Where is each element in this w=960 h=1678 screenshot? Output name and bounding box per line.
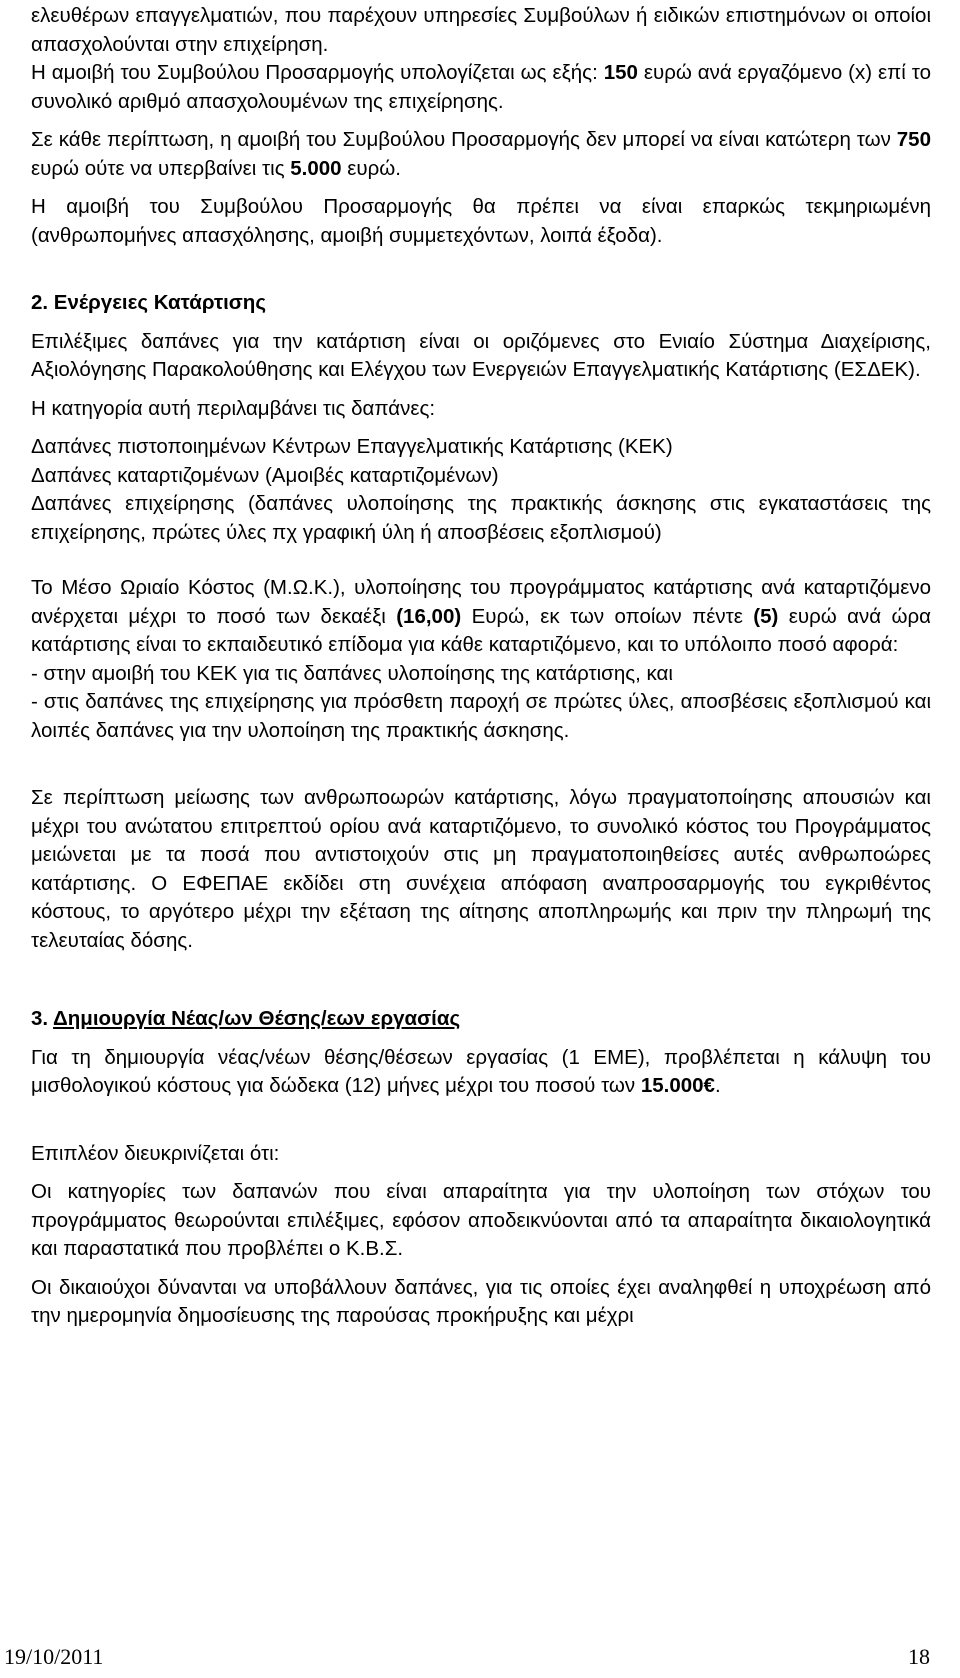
category-business: Δαπάνες επιχείρησης (δαπάνες υλοποίησης της πρακτικής άσκησης στις εγκαταστάσεις της επιχείρησης, πρώτες ύλες πχ γραφική ύλη ή αποσβέσεις εξοπλισμού) — [31, 492, 931, 544]
document-body — [31, 2, 931, 1331]
paragraph-consultant-types: ελευθέρων επαγγελματιών, που παρέχουν υπηρεσίες Συμβούλων ή ειδικών επιστημόνων οι οποίοι απασχολούνται στην επιχείρηση. — [31, 4, 931, 56]
paragraph-eligible-expenses: Επιλέξιμες δαπάνες για την κατάρτιση είναι οι οριζόμενες στο Ενιαίο Σύστημα Διαχείρισης, Αξιολόγησης Παρακολούθησης και Ελέγχου των Ενεργειών Επαγγελματικής Κατάρτισης (ΕΣΔΕΚ). — [31, 329, 931, 381]
fee-limits-text: Σε κάθε περίπτωση, η αμοιβή του Συμβούλου Προσαρμογής δεν μπορεί να είναι κατώτερη των — [31, 128, 897, 151]
fee-calc-text-rest: ευρώ ανά εργαζόμενο (x) επί το συνολικό αριθμό απασχολουμένων της επιχείρησης. — [31, 61, 931, 113]
paragraph-new-jobs — [31, 1044, 931, 1101]
section-3-number: 3. — [31, 1007, 54, 1030]
paragraph-fee-justification: Η αμοιβή του Συμβούλου Προσαρμογής θα πρέπει να είναι επαρκώς τεκμηριωμένη (ανθρωπομήνες απασχόλησης, αμοιβή συμμετεχόντων, λοιπά έξοδα). — [31, 195, 931, 247]
allowance-amount: (5) — [753, 604, 779, 628]
hourly-cost-item-business: - στις δαπάνες της επιχείρησης για πρόσθετη παροχή σε πρώτες ύλες, αποσβέσεις εξοπλισμού και λοιπές δαπάνες για την υλοποίηση της πρακτικής άσκησης. — [31, 690, 931, 742]
hourly-cost-item-kek: - στην αμοιβή του ΚΕΚ για τις δαπάνες υλοποίησης της κατάρτισης, και — [31, 661, 673, 685]
hourly-cost-amount: (16,00) — [396, 604, 462, 628]
new-jobs-amount: 15.000€ — [640, 1074, 715, 1097]
footer-date: 19/10/2011 — [4, 1644, 104, 1669]
page-footer — [0, 1644, 960, 1674]
section-2-heading: 2. Ενέργειες Κατάρτισης — [31, 291, 266, 314]
paragraph-clarification-intro: Επιπλέον διευκρινίζεται ότι: — [31, 1141, 280, 1165]
hourly-cost-text-end: ευρώ ανά ώρα κατάρτισης είναι το εκπαιδευτικό επίδομα για κάθε καταρτιζόμενο, και το υπόλοιπο ποσό αφορά: — [31, 604, 932, 656]
fee-maximum: 5.000 — [290, 156, 342, 180]
fee-limits-text-end: ευρώ. — [341, 156, 402, 180]
section-3-title: Δημιουργία Νέας/ων Θέσης/εων εργασίας — [53, 1007, 461, 1030]
paragraph-fee-calculation — [31, 59, 931, 116]
new-jobs-text: Για τη δημιουργία νέας/νέων θέσης/θέσεων εργασίας (1 ΕΜΕ), προβλέπεται η κάλυψη του μισθολογικού κόστους για δώδεκα (12) μήνες μέχρι του ποσού των — [31, 1045, 931, 1097]
paragraph-absence-reduction: Σε περίπτωση μείωσης των ανθρωποωρών κατάρτισης, λόγω πραγματοποίησης απουσιών και μέχρι του ανώτατου επιτρεπτού ορίου ανά καταρτιζόμενο, το συνολικό κόστος του Προγράμματος μειώνεται με τα ποσά που αντιστοιχούν στις μη πραγματοποιηθείσες αυτές ανθρωποώρες κατάρτισης. Ο ΕΦΕΠΑΕ εκδίδει στη συνέχεια απόφαση αναπροσαρμογής του εγκριθέντος κόστους, το αργότερο μέχρι την εξέταση της αίτησης αποπληρωμής και πριν την πληρωμή της τελευταίας δόσης. — [31, 786, 931, 952]
hourly-cost-text-mid: Ευρώ, εκ των οποίων πέντε — [461, 604, 754, 628]
section-3-heading — [31, 1005, 931, 1034]
paragraph-submission: Οι δικαιούχοι δύνανται να υποβάλλουν δαπάνες, για τις οποίες έχει αναληφθεί η υποχρέωση από την ημερομηνία δημοσίευσης της παρούσας προκήρυξης και μέχρι — [31, 1275, 931, 1327]
new-jobs-text-end: . — [714, 1074, 721, 1097]
paragraph-fee-limits — [31, 126, 931, 183]
paragraph-hourly-cost — [31, 574, 931, 660]
hourly-cost-text: Το Μέσο Ωριαίο Κόστος (Μ.Ω.Κ.), υλοποίησης του προγράμματος κατάρτισης ανά καταρτιζόμενο ανέρχεται μέχρι το ποσό των δεκαέξι — [31, 576, 931, 628]
paragraph-category-intro: Η κατηγορία αυτή περιλαμβάνει τις δαπάνες: — [31, 396, 436, 420]
fee-per-employee: 150 — [603, 61, 638, 84]
fee-calc-text: Η αμοιβή του Συμβούλου Προσαρμογής υπολογίζεται ως εξής: — [31, 61, 604, 84]
footer-page-number: 18 — [908, 1644, 930, 1669]
category-kek: Δαπάνες πιστοποιημένων Κέντρων Επαγγελματικής Κατάρτισης (ΚΕΚ) — [31, 435, 673, 458]
paragraph-eligible-categories: Οι κατηγορίες των δαπανών που είναι απαραίτητα για την υλοποίηση των στόχων του προγράμματος θεωρούνται επιλέξιμες, εφόσον αποδεικνύονται από τα απαραίτητα δικαιολογητικά και παραστατικά που προβλέπει ο Κ.Β.Σ. — [31, 1180, 931, 1260]
fee-limits-text-mid: ευρώ ούτε να υπερβαίνει τις — [31, 156, 291, 180]
category-trainees: Δαπάνες καταρτιζομένων (Αμοιβές καταρτιζομένων) — [31, 463, 499, 487]
fee-minimum: 750 — [896, 128, 931, 151]
